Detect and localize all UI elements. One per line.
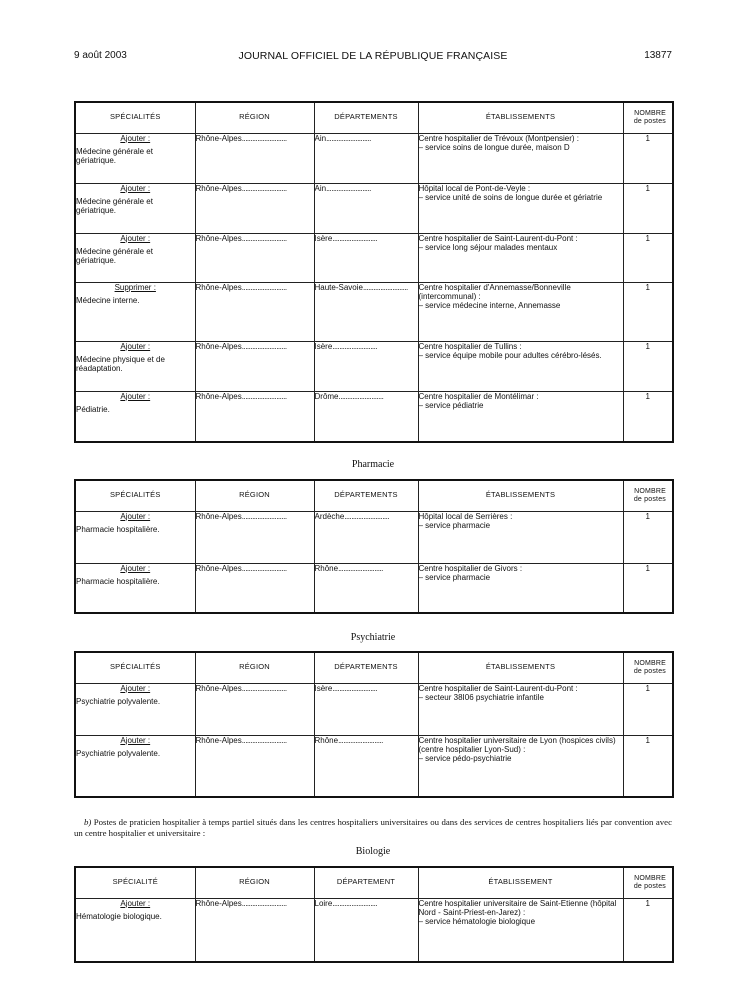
etablissement-service: – service soins de longue durée, maison D bbox=[418, 142, 570, 152]
paragraph-text: Postes de praticien hospitalier à temps partiel situés dans les centres hospitaliers universitaires ou dans des services de centres hospitaliers liés par convention avec un centre hospitalier et universitaire : bbox=[74, 817, 672, 838]
etablissement-name: Centre hospitalier de Montélimar : bbox=[418, 391, 539, 401]
etablissement-name: Hôpital local de Pont-de-Veyle : bbox=[418, 183, 531, 193]
table-row bbox=[75, 683, 673, 735]
nombre-postes: 1 bbox=[645, 233, 650, 243]
region-text: Rhône-Alpes bbox=[195, 898, 242, 908]
specialite-text: Médecine générale et gériatrique. bbox=[76, 246, 153, 265]
etablissement-cell bbox=[418, 563, 623, 613]
postes-table-medecine bbox=[74, 101, 674, 443]
nombre-postes-cell bbox=[623, 183, 673, 233]
specialite-text: Psychiatrie polyvalente. bbox=[76, 748, 161, 758]
action-label: Ajouter : bbox=[120, 683, 151, 693]
col-etablissements: ÉTABLISSEMENTS bbox=[418, 102, 623, 133]
region-text: Rhône-Alpes bbox=[195, 183, 242, 193]
etablissement-service: – service pédo-psychiatrie bbox=[418, 753, 512, 763]
col-nombre: NOMBRE de postes bbox=[623, 867, 673, 898]
col-region: RÉGION bbox=[195, 102, 314, 133]
etablissement-cell bbox=[418, 898, 623, 962]
specialite-text: Psychiatrie polyvalente. bbox=[76, 696, 161, 706]
table-row bbox=[75, 898, 673, 962]
departement-text: Ain bbox=[314, 183, 327, 193]
etablissement-cell bbox=[418, 341, 623, 391]
table-row bbox=[75, 511, 673, 563]
etablissement-name: Centre hospitalier universitaire de Lyon (hospices civils) (centre hospitalier Lyon-Sud) : bbox=[418, 735, 616, 754]
specialite-cell bbox=[75, 133, 195, 183]
departement-cell: Drôme.......................... bbox=[314, 391, 418, 442]
col-nombre: NOMBRE de postes bbox=[623, 102, 673, 133]
etablissement-name: Centre hospitalier de Trévoux (Montpensier) : bbox=[418, 133, 580, 143]
specialite-cell bbox=[75, 233, 195, 282]
paragraph-marker: b) bbox=[84, 817, 92, 827]
region-text: Rhône-Alpes bbox=[195, 391, 242, 401]
departement-text: Loire bbox=[314, 898, 333, 908]
region-cell: Rhône-Alpes.......................... bbox=[195, 282, 314, 341]
region-cell: Rhône-Alpes.......................... bbox=[195, 735, 314, 797]
specialite-text: Pharmacie hospitalière. bbox=[76, 576, 160, 586]
postes-table-psychiatrie bbox=[74, 651, 674, 798]
departement-cell: Isère.......................... bbox=[314, 683, 418, 735]
departement-text: Drôme bbox=[314, 391, 339, 401]
departement-cell: Ain.......................... bbox=[314, 183, 418, 233]
etablissement-service: – service pharmacie bbox=[418, 520, 491, 530]
table-row bbox=[75, 282, 673, 341]
region-cell: Rhône-Alpes.......................... bbox=[195, 563, 314, 613]
nombre-postes: 1 bbox=[645, 683, 650, 693]
etablissement-cell bbox=[418, 683, 623, 735]
specialite-cell bbox=[75, 563, 195, 613]
table-row bbox=[75, 183, 673, 233]
specialite-cell bbox=[75, 282, 195, 341]
departement-cell: Rhône.......................... bbox=[314, 563, 418, 613]
table-header-row bbox=[75, 652, 673, 683]
nombre-postes: 1 bbox=[645, 391, 650, 401]
col-departements: DÉPARTEMENTS bbox=[314, 102, 418, 133]
specialite-text: Médecine interne. bbox=[76, 295, 140, 305]
etablissement-name: Hôpital local de Serrières : bbox=[418, 511, 513, 521]
specialite-text: Médecine générale et gériatrique. bbox=[76, 146, 153, 165]
region-text: Rhône-Alpes bbox=[195, 563, 242, 573]
specialite-text: Pédiatrie. bbox=[76, 404, 110, 414]
col-specialites: SPÉCIALITÉS bbox=[75, 102, 195, 133]
departement-cell: Isère.......................... bbox=[314, 341, 418, 391]
departement-text: Isère bbox=[314, 233, 333, 243]
region-cell: Rhône-Alpes.......................... bbox=[195, 341, 314, 391]
departement-text: Haute-Savoie bbox=[314, 282, 363, 292]
specialite-cell bbox=[75, 683, 195, 735]
table-header-row bbox=[75, 102, 673, 133]
region-text: Rhône-Alpes bbox=[195, 341, 242, 351]
nombre-postes: 1 bbox=[645, 735, 650, 745]
departement-text: Isère bbox=[314, 683, 333, 693]
region-cell: Rhône-Alpes.......................... bbox=[195, 233, 314, 282]
etablissement-name: Centre hospitalier de Saint-Laurent-du-Pont : bbox=[418, 683, 578, 693]
departement-text: Rhône bbox=[314, 563, 339, 573]
departement-text: Isère bbox=[314, 341, 333, 351]
col-nombre: NOMBRE de postes bbox=[623, 480, 673, 511]
table-row bbox=[75, 391, 673, 442]
etablissement-service: – service unité de soins de longue durée et gériatrie bbox=[418, 192, 603, 202]
etablissement-name: Centre hospitalier universitaire de Saint-Etienne (hôpital Nord - Saint-Priest-en-Jarez) : bbox=[418, 898, 617, 917]
etablissement-service: – service hématologie biologique bbox=[418, 916, 536, 926]
nombre-postes-cell bbox=[623, 735, 673, 797]
action-label: Ajouter : bbox=[120, 391, 151, 401]
col-departements: DÉPARTEMENTS bbox=[314, 480, 418, 511]
nombre-postes-cell bbox=[623, 898, 673, 962]
table-row bbox=[75, 735, 673, 797]
action-label: Ajouter : bbox=[120, 183, 151, 193]
etablissement-service: – service équipe mobile pour adultes cérébro-lésés. bbox=[418, 350, 602, 360]
nombre-postes-cell bbox=[623, 341, 673, 391]
departement-text: Rhône bbox=[314, 735, 339, 745]
col-departements: DÉPARTEMENTS bbox=[314, 652, 418, 683]
table-row bbox=[75, 233, 673, 282]
nombre-postes-cell bbox=[623, 683, 673, 735]
action-label: Ajouter : bbox=[120, 341, 151, 351]
action-label: Supprimer : bbox=[114, 282, 156, 292]
region-cell: Rhône-Alpes.......................... bbox=[195, 898, 314, 962]
region-cell: Rhône-Alpes.......................... bbox=[195, 511, 314, 563]
departement-cell: Ardèche.......................... bbox=[314, 511, 418, 563]
etablissement-cell bbox=[418, 233, 623, 282]
etablissement-cell bbox=[418, 133, 623, 183]
paragraph-b bbox=[74, 817, 672, 839]
nombre-postes: 1 bbox=[645, 898, 650, 908]
region-cell: Rhône-Alpes.......................... bbox=[195, 683, 314, 735]
action-label: Ajouter : bbox=[120, 511, 151, 521]
table-header-row bbox=[75, 480, 673, 511]
nombre-postes: 1 bbox=[645, 183, 650, 193]
postes-table-biologie bbox=[74, 866, 674, 963]
table-row bbox=[75, 133, 673, 183]
region-text: Rhône-Alpes bbox=[195, 133, 242, 143]
etablissement-cell bbox=[418, 282, 623, 341]
etablissement-service: – service pharmacie bbox=[418, 572, 491, 582]
specialite-text: Hématologie biologique. bbox=[76, 911, 162, 921]
section-title-psychiatrie: Psychiatrie bbox=[350, 632, 396, 643]
col-etablissement: ÉTABLISSEMENT bbox=[418, 867, 623, 898]
page-header bbox=[74, 50, 672, 64]
section-title-biologie: Biologie bbox=[355, 846, 391, 857]
nombre-postes: 1 bbox=[645, 133, 650, 143]
specialite-text: Médecine générale et gériatrique. bbox=[76, 196, 153, 215]
nombre-postes-cell bbox=[623, 233, 673, 282]
action-label: Ajouter : bbox=[120, 898, 151, 908]
action-label: Ajouter : bbox=[120, 233, 151, 243]
specialite-cell bbox=[75, 341, 195, 391]
col-etablissements: ÉTABLISSEMENTS bbox=[418, 652, 623, 683]
etablissement-cell bbox=[418, 391, 623, 442]
page-number: 13877 bbox=[644, 50, 672, 61]
region-text: Rhône-Alpes bbox=[195, 233, 242, 243]
etablissement-service: – service long séjour malades mentaux bbox=[418, 242, 558, 252]
col-region: RÉGION bbox=[195, 480, 314, 511]
region-cell: Rhône-Alpes.......................... bbox=[195, 133, 314, 183]
region-cell: Rhône-Alpes.......................... bbox=[195, 183, 314, 233]
departement-cell: Haute-Savoie.......................... bbox=[314, 282, 418, 341]
specialite-cell bbox=[75, 735, 195, 797]
etablissement-name: Centre hospitalier de Givors : bbox=[418, 563, 523, 573]
nombre-postes: 1 bbox=[645, 341, 650, 351]
region-text: Rhône-Alpes bbox=[195, 735, 242, 745]
section-title-pharmacie: Pharmacie bbox=[351, 459, 395, 470]
etablissement-name: Centre hospitalier de Tullins : bbox=[418, 341, 522, 351]
action-label: Ajouter : bbox=[120, 133, 151, 143]
region-cell: Rhône-Alpes.......................... bbox=[195, 391, 314, 442]
col-departement: DÉPARTEMENT bbox=[314, 867, 418, 898]
etablissement-service: – service médecine interne, Annemasse bbox=[418, 300, 561, 310]
etablissement-cell bbox=[418, 183, 623, 233]
departement-cell: Ain.......................... bbox=[314, 133, 418, 183]
postes-table-pharmacie bbox=[74, 479, 674, 614]
region-text: Rhône-Alpes bbox=[195, 683, 242, 693]
col-specialites: SPÉCIALITÉS bbox=[75, 480, 195, 511]
region-text: Rhône-Alpes bbox=[195, 511, 242, 521]
nombre-postes-cell bbox=[623, 511, 673, 563]
nombre-postes-cell bbox=[623, 391, 673, 442]
etablissement-name: Centre hospitalier d'Annemasse/Bonneville (intercommunal) : bbox=[418, 282, 571, 301]
specialite-cell bbox=[75, 511, 195, 563]
specialite-cell bbox=[75, 391, 195, 442]
nombre-postes-cell bbox=[623, 282, 673, 341]
table-header-row bbox=[75, 867, 673, 898]
specialite-cell bbox=[75, 183, 195, 233]
col-nombre: NOMBRE de postes bbox=[623, 652, 673, 683]
departement-cell: Loire.......................... bbox=[314, 898, 418, 962]
issue-date: 9 août 2003 bbox=[74, 50, 127, 61]
nombre-postes-cell bbox=[623, 133, 673, 183]
specialite-text: Médecine physique et de réadaptation. bbox=[76, 354, 165, 373]
etablissement-service: – service pédiatrie bbox=[418, 400, 484, 410]
departement-text: Ain bbox=[314, 133, 327, 143]
nombre-postes-cell bbox=[623, 563, 673, 613]
table-row bbox=[75, 341, 673, 391]
action-label: Ajouter : bbox=[120, 735, 151, 745]
action-label: Ajouter : bbox=[120, 563, 151, 573]
table-row bbox=[75, 563, 673, 613]
departement-text: Ardèche bbox=[314, 511, 345, 521]
journal-title: JOURNAL OFFICIEL DE LA RÉPUBLIQUE FRANÇAISE bbox=[238, 50, 508, 62]
departement-cell: Rhône.......................... bbox=[314, 735, 418, 797]
col-region: RÉGION bbox=[195, 652, 314, 683]
nombre-postes: 1 bbox=[645, 511, 650, 521]
departement-cell: Isère.......................... bbox=[314, 233, 418, 282]
etablissement-cell bbox=[418, 735, 623, 797]
specialite-text: Pharmacie hospitalière. bbox=[76, 524, 160, 534]
specialite-cell bbox=[75, 898, 195, 962]
col-specialite: SPÉCIALITÉ bbox=[75, 867, 195, 898]
col-region: RÉGION bbox=[195, 867, 314, 898]
etablissement-cell bbox=[418, 511, 623, 563]
nombre-postes: 1 bbox=[645, 282, 650, 292]
etablissement-service: – secteur 38I06 psychiatrie infantile bbox=[418, 692, 544, 702]
region-text: Rhône-Alpes bbox=[195, 282, 242, 292]
col-specialites: SPÉCIALITÉS bbox=[75, 652, 195, 683]
col-etablissements: ÉTABLISSEMENTS bbox=[418, 480, 623, 511]
etablissement-name: Centre hospitalier de Saint-Laurent-du-Pont : bbox=[418, 233, 578, 243]
nombre-postes: 1 bbox=[645, 563, 650, 573]
